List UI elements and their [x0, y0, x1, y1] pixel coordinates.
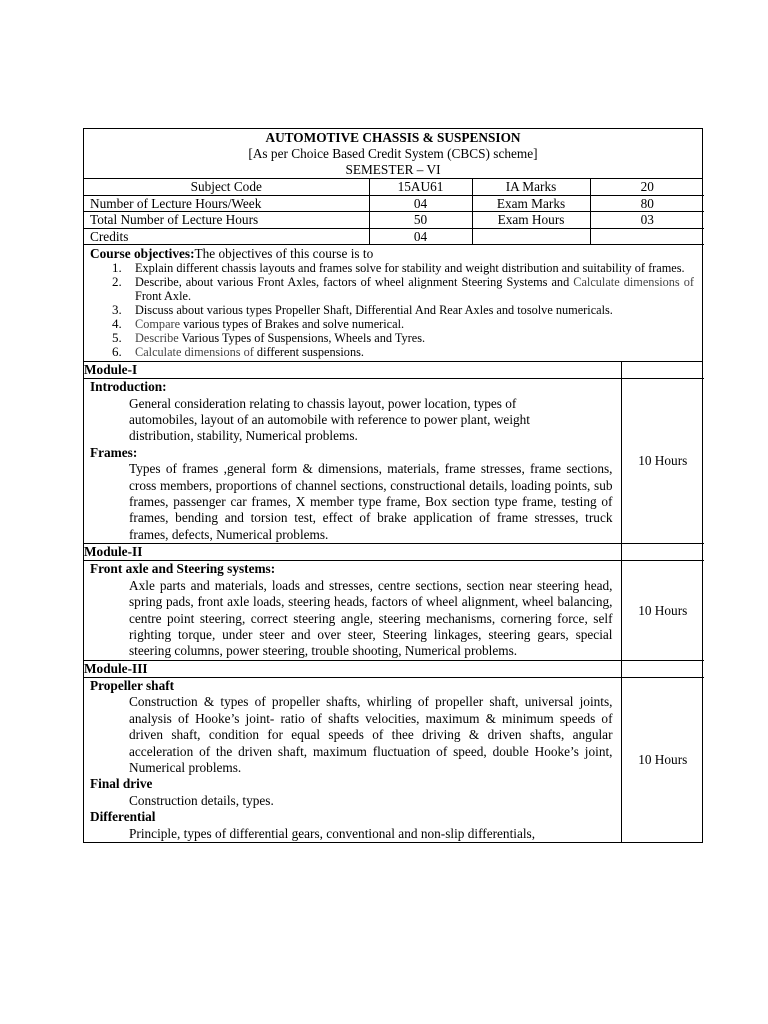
module-content-row	[84, 561, 704, 661]
info-label-2: Exam Marks	[472, 195, 590, 212]
info-value-2: 20	[590, 179, 704, 195]
objective-text: different suspensions.	[253, 345, 364, 359]
objective-verb: Describe	[135, 331, 179, 345]
module-content	[84, 561, 621, 661]
objectives-label: Course objectives:	[90, 246, 195, 261]
module-title: Module-II	[84, 544, 621, 561]
section-heading: Frames:	[90, 444, 138, 460]
objectives-heading	[90, 246, 696, 261]
module-title-row	[84, 544, 704, 561]
empty-cell	[621, 660, 704, 677]
objective-text: Explain different chassis layouts and frames solve for stability and weight distribution and suitability of frames.	[135, 261, 685, 275]
info-label-2: Exam Hours	[472, 212, 590, 229]
info-value: 04	[369, 228, 472, 245]
info-value-2: 03	[590, 212, 704, 229]
info-label: Number of Lecture Hours/Week	[84, 195, 369, 212]
module-title-row	[84, 362, 704, 379]
section-heading: Differential	[90, 809, 156, 825]
objective-verb: Compare	[135, 317, 181, 331]
objective-text: various types of Brakes and solve numerical.	[180, 317, 405, 331]
info-row	[84, 195, 704, 212]
objective-verb: Calculate dimensions of	[573, 275, 694, 289]
info-value: 50	[369, 212, 472, 229]
info-value-2	[590, 228, 704, 245]
objective-item	[90, 345, 696, 359]
course-info-table	[84, 179, 704, 245]
section-heading: Introduction:	[90, 379, 167, 394]
empty-cell	[621, 544, 704, 561]
module-hours: 10 Hours	[621, 677, 704, 842]
objective-number: 1.	[112, 260, 122, 275]
info-value-2: 80	[590, 195, 704, 212]
objective-number: 6.	[112, 344, 122, 359]
module-title: Module-III	[84, 660, 621, 677]
info-label: Credits	[84, 228, 369, 245]
module-content-row	[84, 379, 704, 544]
section-text: Construction details, types.	[129, 792, 274, 808]
objective-text: Various Types of Suspensions, Wheels and Tyres.	[178, 331, 426, 345]
course-title: AUTOMOTIVE CHASSIS & SUSPENSION	[265, 130, 521, 145]
info-value: 15AU61	[369, 179, 472, 195]
objective-item	[90, 303, 696, 317]
objective-item	[90, 331, 696, 345]
info-row	[84, 212, 704, 229]
module-content	[84, 379, 621, 544]
info-label: Total Number of Lecture Hours	[84, 212, 369, 229]
scheme-line: [As per Choice Based Credit System (CBCS) scheme]	[248, 146, 538, 161]
syllabus-document	[83, 128, 703, 843]
section-heading: Propeller shaft	[90, 677, 175, 693]
course-header	[84, 129, 702, 179]
objective-text: Front Axle.	[135, 289, 192, 303]
objectives-list	[90, 261, 696, 359]
section-heading: Front axle and Steering systems:	[90, 561, 276, 577]
section-text: Principle, types of differential gears, conventional and non-slip differentials,	[129, 825, 536, 841]
module-title-row	[84, 660, 704, 677]
module-hours: 10 Hours	[621, 379, 704, 544]
section-text: Types of frames ,general form & dimensions, materials, frame stresses, frame sections, cross members, proportions of channel sections, constructional details, loading points, sub frames, passenger car frames, X member type frame, Box section type frame, testing of frames, bending and torsion test, effect of brake application of frame stresses, truck frames, defects, Numerical problems.	[129, 461, 613, 542]
objective-number: 3.	[112, 302, 122, 317]
info-label-2	[472, 228, 590, 245]
section-text: Construction & types of propeller shafts, whirling of propeller shaft, universal joints, analysis of Hooke’s joint- ratio of shafts velocities, maximum & minimum speeds of driven shaft, condition for equal speeds of thee driving & driven shafts, angular acceleration of the driven shaft, maximum fluctuation of speed, double Hooke’s joint, Numerical problems.	[129, 694, 613, 775]
info-label: Subject Code	[84, 179, 369, 195]
section-heading: Final drive	[90, 776, 153, 792]
objective-item	[90, 261, 696, 275]
info-row	[84, 228, 704, 245]
info-value: 04	[369, 195, 472, 212]
module-title: Module-I	[84, 362, 621, 379]
objective-number: 2.	[112, 274, 122, 289]
info-label-2: IA Marks	[472, 179, 590, 195]
section-text: General consideration relating to chassis layout, power location, types of automobiles, layout of an automobile with reference to power plant, weight distribution, stability, Numerical problems.	[129, 395, 531, 444]
objective-text: Discuss about various types Propeller Shaft, Differential And Rear Axles and tosolve numericals.	[135, 303, 613, 317]
course-objectives	[84, 245, 702, 362]
module-hours: 10 Hours	[621, 561, 704, 661]
section-text: Axle parts and materials, loads and stresses, centre sections, section near steering head, spring pads, front axle loads, steering heads, factors of wheel alignment, wheel balancing, centre point steering, correct steering angle, steering mechanisms, cornering force, self righting torque, under steer and over steer, Steering linkages, steering gears, special steering columns, power steering, trouble shooting, Numerical problems.	[129, 577, 613, 659]
objective-item	[90, 317, 696, 331]
empty-cell	[621, 362, 704, 379]
module-content-row	[84, 677, 704, 842]
objective-verb: Calculate dimensions of	[135, 345, 254, 359]
modules-table	[84, 362, 704, 842]
semester-line: SEMESTER – VI	[345, 162, 441, 177]
objective-pre: Describe, about various Front Axles, factors of wheel alignment Steering Systems and	[135, 275, 574, 289]
objective-item	[90, 275, 696, 303]
objective-number: 5.	[112, 330, 122, 345]
objectives-intro: The objectives of this course is to	[194, 246, 374, 261]
info-row	[84, 179, 704, 195]
module-content	[84, 677, 621, 842]
objective-number: 4.	[112, 316, 122, 331]
